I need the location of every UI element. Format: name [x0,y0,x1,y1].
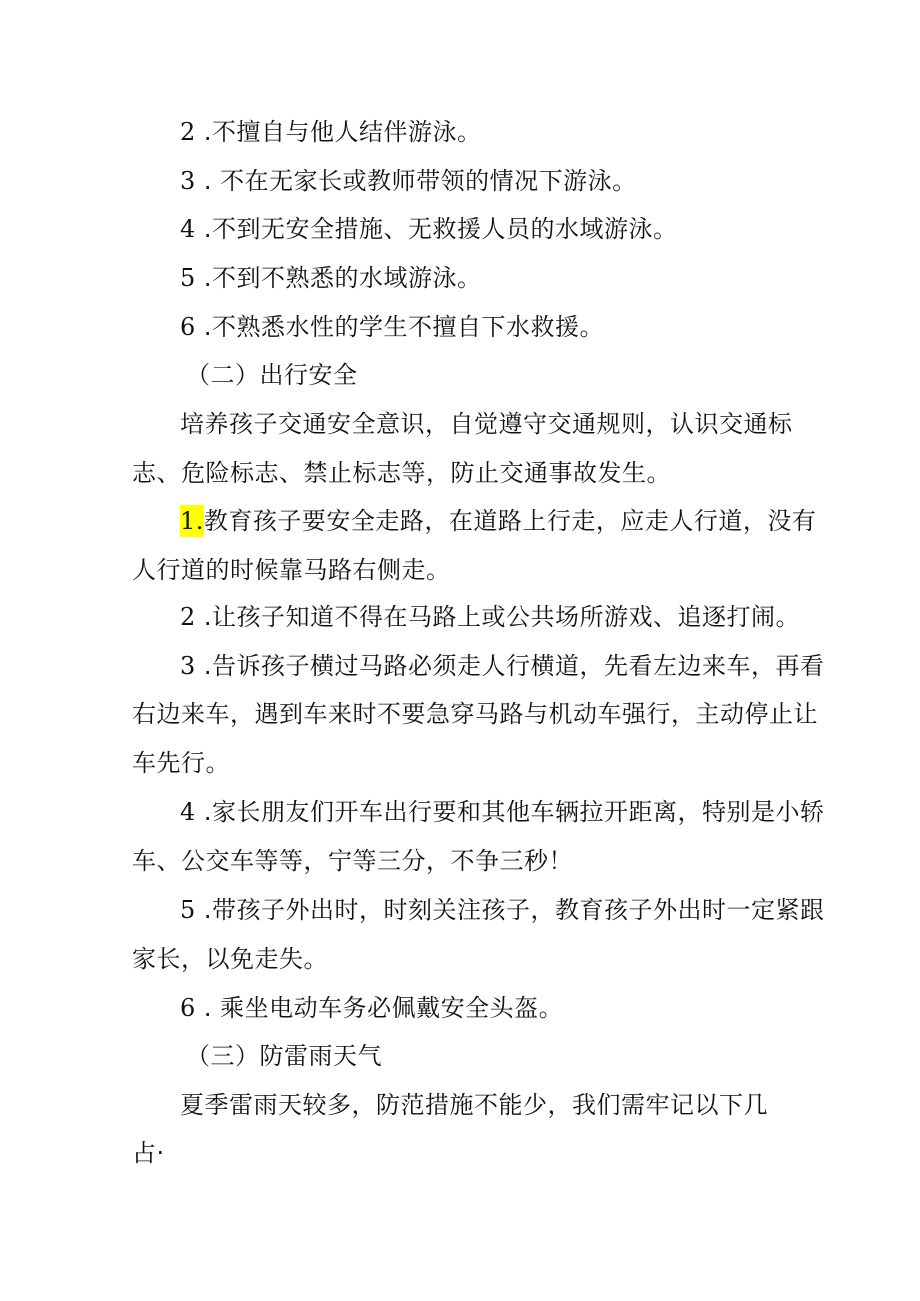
list-item-travel-2 [180,601,800,633]
item-number: 5 [180,896,196,924]
item-number: 2 [180,603,196,631]
list-item-swim-3 [180,165,637,197]
list-item-travel-1 [180,505,816,537]
item-text: .告诉孩子横过马路必须走人行横道，先看左边来车，再看 [195,652,825,680]
list-item-swim-2 [180,116,482,148]
item-text: . 不在无家长或教师带领的情况下游泳。 [195,167,637,195]
paragraph-text: 培养孩子交通安全意识，自觉遵守交通规则，认识交通标 [180,410,793,438]
heading-text: （三）防雷雨天气 [186,1042,382,1070]
paragraph-line [180,1089,768,1121]
list-item-travel-6 [180,992,563,1024]
item-text: .不擅自与他人结伴游泳。 [195,118,482,146]
paragraph-text: 车先行。 [132,749,230,777]
paragraph-text: 占· [132,1139,165,1167]
item-text: . 乘坐电动车务必佩戴安全头盔。 [195,994,564,1022]
list-item-travel-5 [180,894,825,926]
item-text: 教育孩子要安全走路，在道路上行走，应走人行道，没有 [203,507,817,535]
item-number: 4 [180,798,196,826]
item-number: 6 [180,313,196,341]
list-item-swim-6 [180,311,604,343]
paragraph-text: 右边来车，遇到车来时不要急穿马路与机动车强行，主动停止让 [132,700,818,728]
item-number: 4 [180,215,196,243]
heading-text: （二）出行安全 [186,361,358,389]
paragraph-text: 人行道的时候靠马路右侧走。 [132,556,451,584]
paragraph-text: 志、危险标志、禁止标志等，防止交通事故发生。 [132,459,671,487]
paragraph-line [132,943,328,975]
item-text: .让孩子知道不得在马路上或公共场所游戏、追逐打闹。 [195,603,801,631]
list-item-travel-3 [180,650,825,682]
paragraph-line [180,408,793,440]
item-text: .带孩子外出时，时刻关注孩子，教育孩子外出时一定紧跟 [195,896,825,924]
item-text: .不到不熟悉的水域游泳。 [195,264,482,292]
section-heading-thunderstorm [186,1040,382,1072]
paragraph-line [132,457,671,489]
item-number: 6 [180,994,196,1022]
item-number: 2 [180,118,196,146]
paragraph-text: 夏季雷雨天较多，防范措施不能少，我们需牢记以下几 [180,1091,768,1119]
paragraph-line [132,1137,165,1169]
list-item-swim-4 [180,213,678,245]
paragraph-line [132,747,230,779]
item-number: 3 [180,167,196,195]
highlighted-item-number: 1. [180,507,204,535]
section-heading-travel-safety [186,359,358,391]
paragraph-line [132,554,451,586]
paragraph-text: 家长，以免走失。 [132,945,328,973]
item-number: 3 [180,652,196,680]
item-text: .不熟悉水性的学生不擅自下水救援。 [195,313,605,341]
list-item-swim-5 [180,262,482,294]
item-number: 5 [180,264,196,292]
item-text: .家长朋友们开车出行要和其他车辆拉开距离，特别是小轿 [195,798,825,826]
paragraph-line [132,845,573,877]
paragraph-text: 车、公交车等等，宁等三分，不争三秒！ [132,847,573,875]
item-text: .不到无安全措施、无救援人员的水域游泳。 [195,215,678,243]
list-item-travel-4 [180,796,825,828]
paragraph-line [132,698,818,730]
